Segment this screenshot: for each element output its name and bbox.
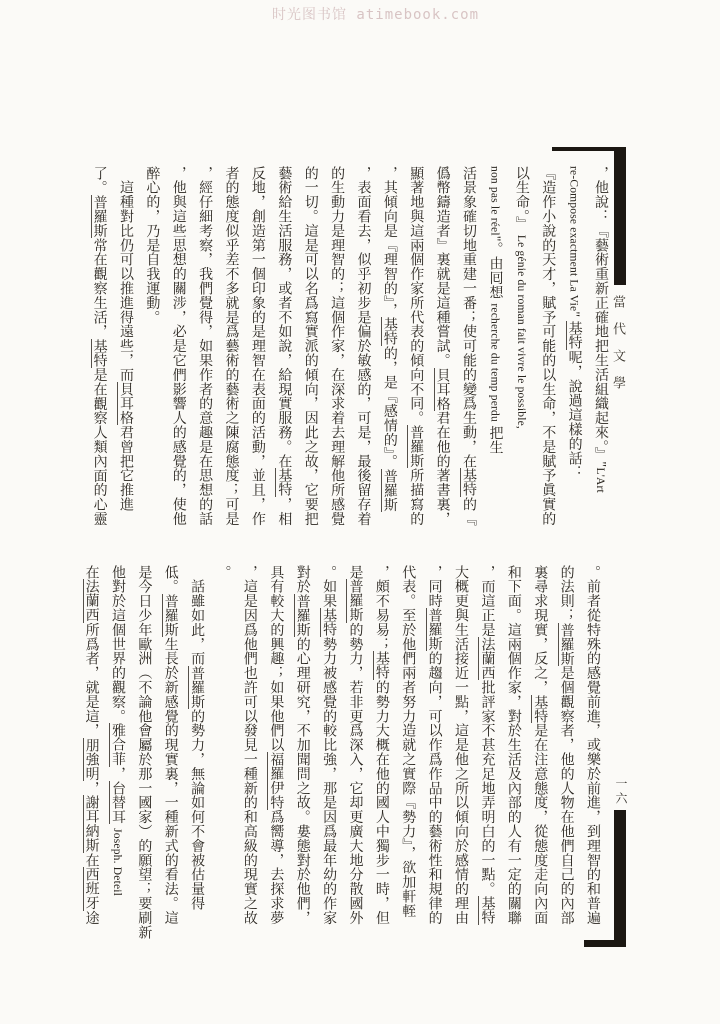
text-column: 在法蘭西所爲者，就是這，朋強明，謝耳納斯在西班牙途: [83, 565, 99, 926]
text-column: 了。普羅斯常在觀察生活，基特是在觀察人類內面的心靈: [91, 166, 107, 527]
text-column: ，頗不易易；基特的勢力大概在他的國人中獨步一時，但: [373, 565, 389, 926]
text-column: ，他說：『藝術重新正確地把生活組織起來。』"L'Art: [593, 166, 608, 493]
text-column: 醉心的，乃是自我運動。: [144, 166, 160, 325]
text-column: ，同時普羅斯的趨向，可以作爲作品中的藝術性和規律的: [426, 565, 442, 926]
text-column: 大概更與生活接近一點，這是他之所以傾向於感情的理由: [453, 565, 469, 925]
text-column: 。如果基特勢力被感覺的較比強，那是因爲最年幼的作家: [321, 565, 337, 926]
text-column: 活景象確切地重建一番；使可能的變爲生動，在基特的『: [461, 166, 477, 527]
text-column: 以生命。』 Le génie du roman fait vivre le possible,: [513, 166, 529, 429]
text-column: ，這是因爲他們也許可以發見一種新的和高級的現實之故: [241, 565, 257, 925]
text-column: 裏尋求現實，反之，基特是在注意態度，從態度走向內面: [532, 565, 548, 926]
text-column: 『造作小說的天才，賦予可能的以生命，不是賦予眞實的: [540, 166, 556, 526]
text-column: 話雖如此，而普羅斯的勢力，無論如何不會被估量得: [189, 565, 205, 911]
text-column: 對於普羅斯的心理研究，不加聞問之故。婁態對於他們，: [294, 565, 310, 926]
text-column: 低。普羅斯生長於新感覺的現實裏，一種新式的看法。這: [162, 565, 178, 926]
page-number: 一六: [614, 777, 628, 807]
text-column: 具有較大的興趣；如果他們以福羅伊特爲嚮導，去探求夢: [268, 565, 284, 926]
text-column: 者的態度似乎差不多就是爲藝術的藝術之陳腐態度；可是: [223, 166, 239, 526]
text-block-bottom: [79, 565, 605, 943]
text-column: re-Compose exactment La Vie" 基特呢，說過這樣的話：: [566, 166, 582, 480]
text-block-top: [86, 166, 613, 544]
text-column: 是普羅斯的勢力，若非更爲深入，它却更廣大地分散國外: [347, 565, 363, 926]
text-column: 他對於這個世界的觀察。雅合菲，台替耳 Joseph. Deteil: [109, 565, 125, 897]
text-column: 和下面。這兩個作家，對於生活及內部的人有一定的關聯: [505, 565, 521, 925]
text-column: 是今日少年歐洲（不論他會屬於那一國家）的願望；要刷新: [136, 565, 152, 940]
text-column: 。: [215, 565, 231, 580]
text-column: 。前者從特殊的感覺前進，或樂於前進，到理智的和普遍: [585, 565, 600, 925]
text-column: 的一切。這是可以名爲寫實派的傾向，因此之故，它要把: [302, 166, 318, 526]
text-column: ，其傾向是『理智的』，基特的，是『感情的』。普羅斯: [381, 166, 397, 513]
text-column: ，而這正是法蘭西批評家不甚充足地弄明白的一點。基特: [479, 565, 495, 926]
fold-bar-bottom-mark: [614, 810, 626, 942]
text-column: 顯著地與這兩個作家所代表的傾向不同。普羅斯所描寫的: [408, 166, 424, 527]
text-column: 代表。至於他們兩者努力造就之實際『勢力』，欲加軒輊: [400, 565, 416, 918]
text-column: ，表面看去，似乎初步是偏於敏感的，可是，最後留存着: [355, 166, 371, 526]
text-column: 反地，創造第一個印象的是理智在表面的活動，並且，作: [249, 166, 265, 526]
text-column: 這種對比仍可以推進得遠些，而貝耳格君曾把它推進: [117, 166, 133, 512]
text-column: non pas le réel"。由囘想 recherche du temp perdu 把生: [487, 166, 503, 455]
text-column: 的法則；普羅斯是個觀察者，他的人物在他們自己的內部: [558, 565, 574, 926]
journal-title: 當代文學: [611, 295, 626, 403]
text-column: ，他與這些思想的關涉，必是它們影響人的感覺的，使他: [170, 166, 186, 526]
text-column: ，經仔細考察，我們覺得，如果作者的意趣是在思想的話: [197, 166, 213, 526]
text-column: 僞幣鑄造者』裏就是這種嘗試。貝耳格君在他的著書裏，: [434, 166, 450, 527]
text-column: 藝術給生活服務，或者不如說，給現實服務。在基特，相: [276, 166, 292, 527]
library-watermark: 时光图书馆 atimebook.com: [272, 7, 480, 23]
fold-bar-top-mark: [614, 147, 626, 285]
text-column: 的生動力是理智的；這個作家，在深求着去理解他所感覺: [329, 166, 345, 526]
